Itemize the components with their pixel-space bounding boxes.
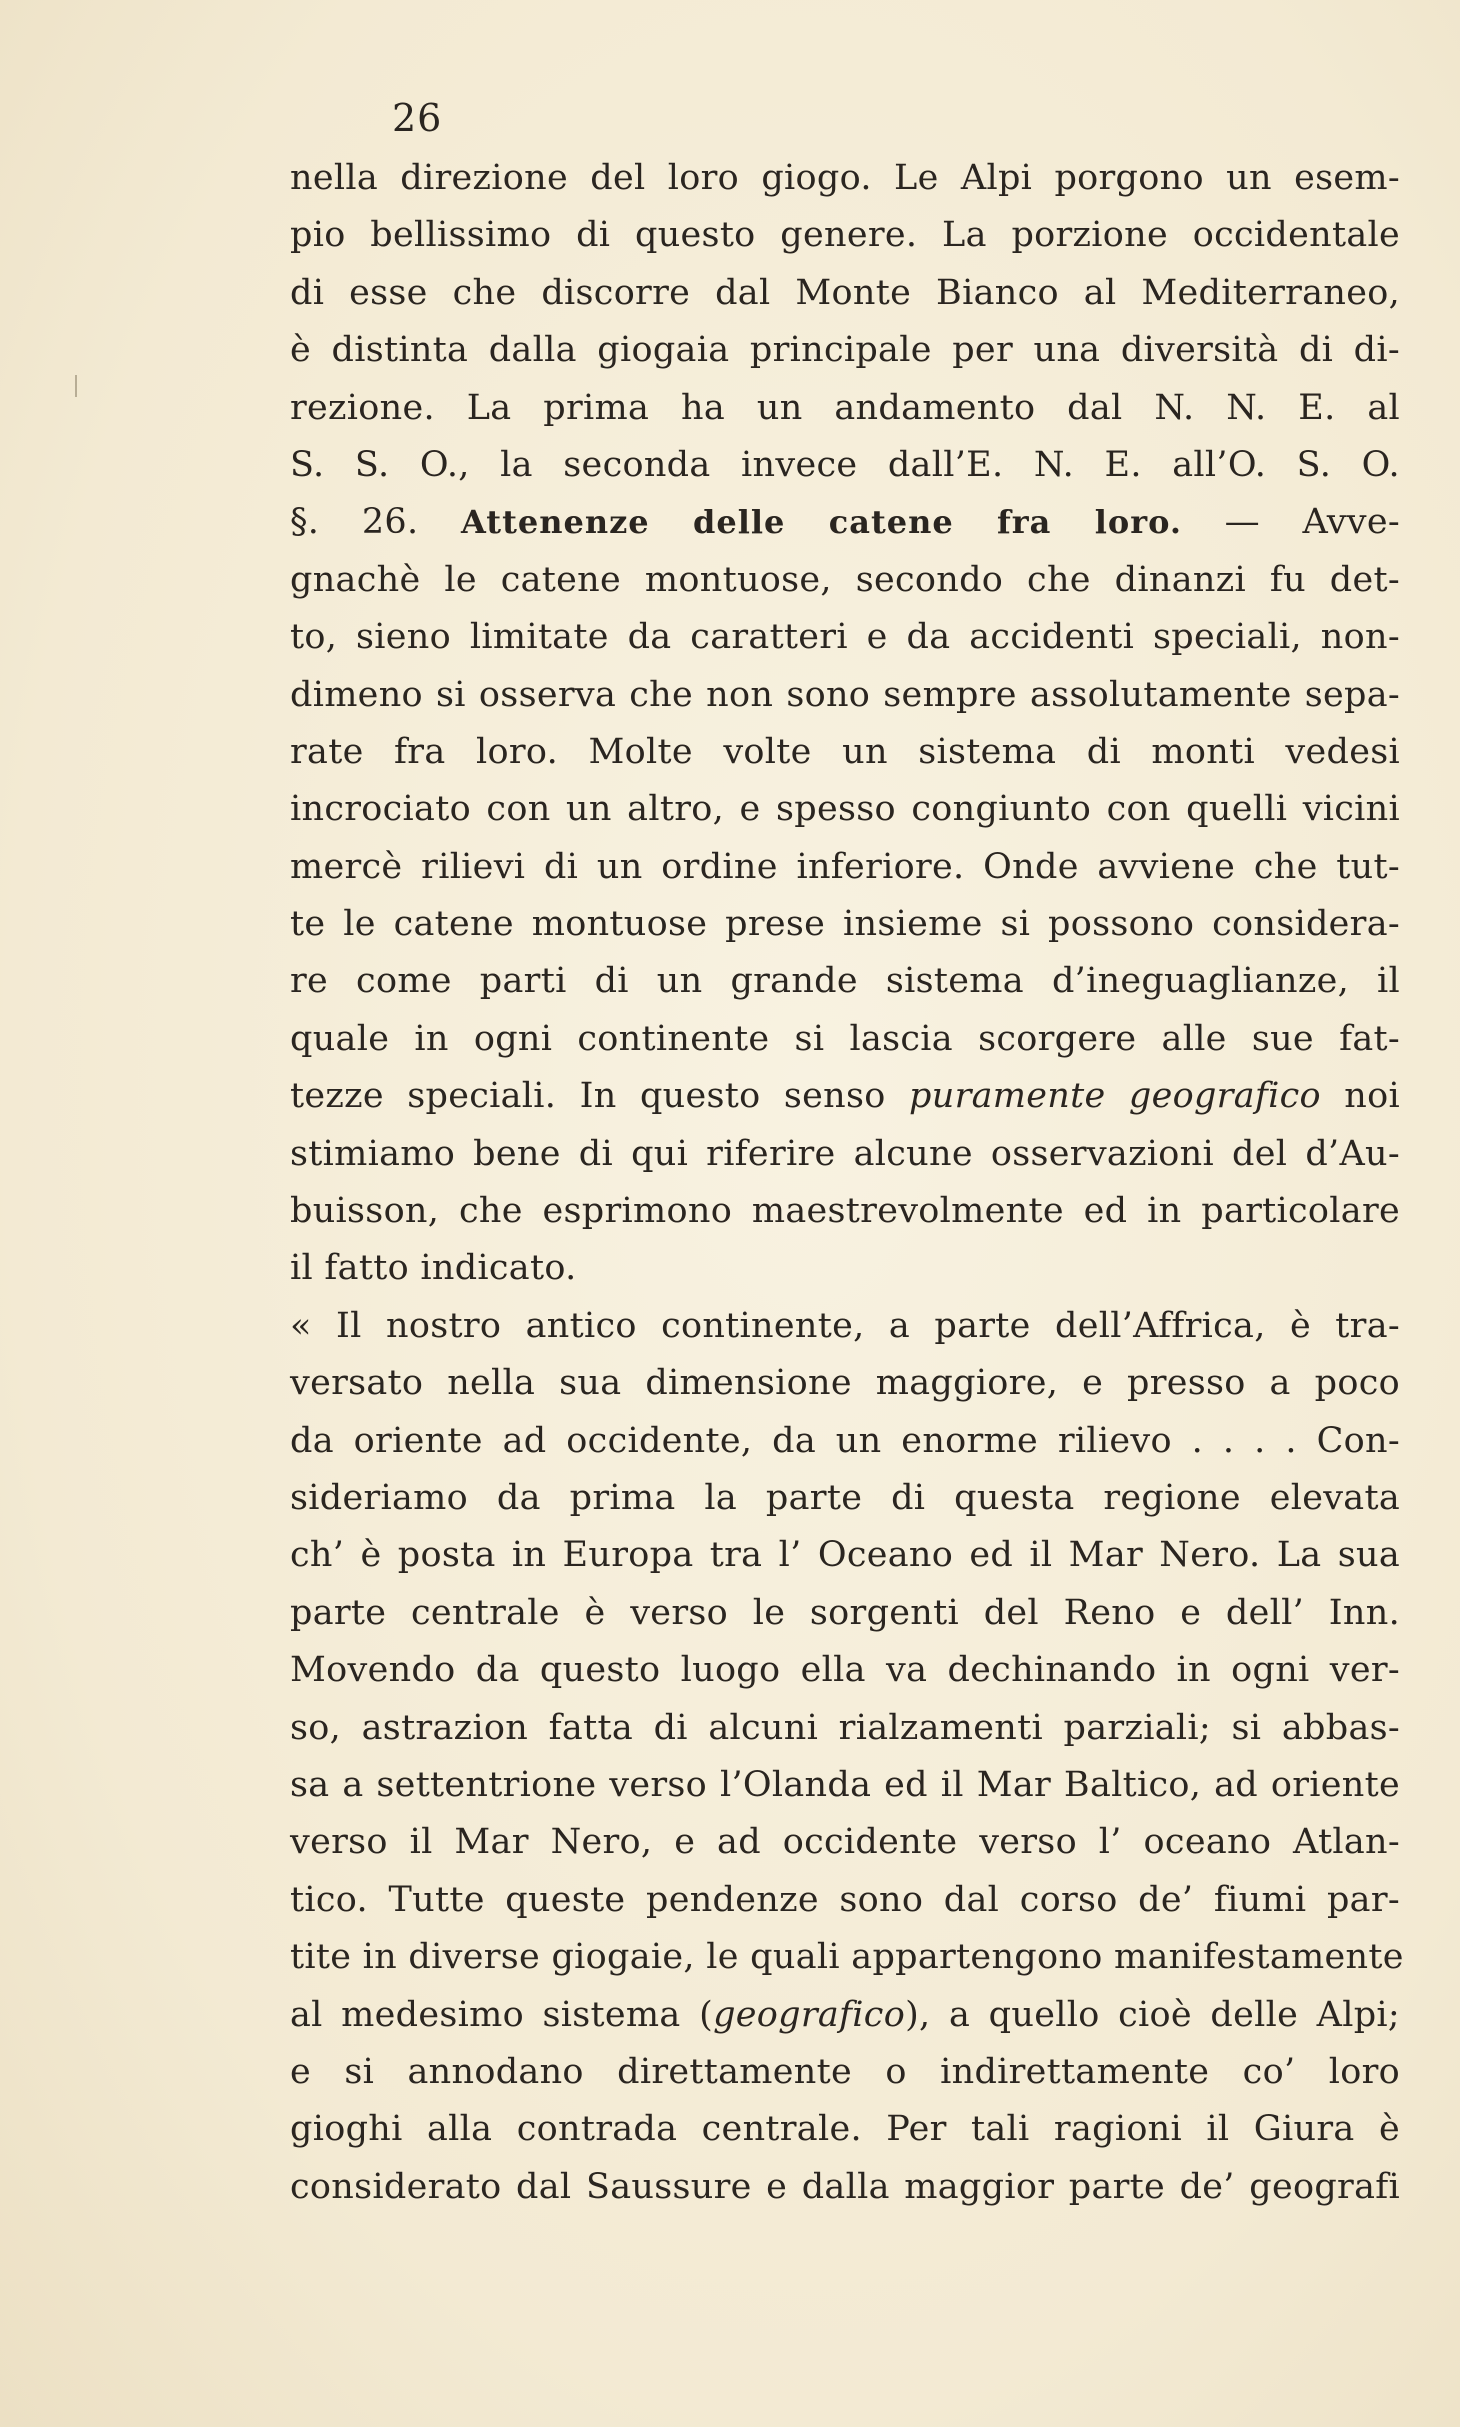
text-segment: da oriente ad occidente, da un enorme rilievo . . . . Con- — [290, 1420, 1400, 1461]
text-segment: quale in ogni continente si lascia scorgere alle sue fat- — [290, 1018, 1400, 1059]
text-line — [290, 1700, 1400, 1757]
text-segment: parte centrale è verso le sorgenti del Reno e dell’ Inn. — [290, 1592, 1400, 1633]
text-segment: Movendo da questo luogo ella va dechinando in ogni ver- — [290, 1650, 1400, 1691]
text-line — [290, 437, 1400, 494]
text-segment: tico. Tutte queste pendenze sono dal corso de’ fiumi par- — [290, 1879, 1400, 1920]
text-segment: S. S. O., la seconda invece dall’E. N. E. all’O. S. O. — [290, 444, 1400, 485]
text-line — [290, 896, 1400, 953]
text-line — [290, 1126, 1400, 1183]
text-segment: mercè rilievi di un ordine inferiore. Onde avviene che tut- — [290, 846, 1400, 887]
text-segment: re come parti di un grande sistema d’ineguaglianze, il — [290, 961, 1400, 1002]
text-segment: sa a settentrione verso l’Olanda ed il Mar Baltico, ad oriente — [290, 1764, 1400, 1805]
text-segment: tite in diverse giogaie, le quali appartengono manifestamente — [290, 1937, 1404, 1978]
italic-text: geografico — [713, 1994, 906, 2035]
text-line — [290, 1240, 1400, 1297]
text-segment: versato nella sua dimensione maggiore, e presso a poco — [290, 1363, 1400, 1404]
text-segment: te le catene montuose prese insieme si possono considera- — [290, 904, 1400, 945]
text-segment: ), a quello cioè delle Alpi; — [905, 1994, 1400, 2035]
text-segment: to, sieno limitate da caratteri e da accidenti speciali, non- — [290, 617, 1400, 658]
text-line — [290, 1068, 1400, 1125]
text-line — [290, 1757, 1400, 1814]
text-segment: al medesimo sistema ( — [290, 1994, 714, 2035]
text-segment: §. 26. — [290, 502, 462, 543]
text-line — [290, 265, 1400, 322]
text-segment: ch’ è posta in Europa tra l’ Oceano ed il Mar Nero. La sua — [290, 1535, 1400, 1576]
text-segment: — Avve- — [1182, 502, 1400, 543]
margin-mark — [75, 375, 77, 397]
text-line — [290, 2159, 1400, 2216]
text-segment: rate fra loro. Molte volte un sistema di monti vedesi — [290, 731, 1400, 772]
text-line — [290, 1470, 1400, 1527]
italic-text: puramente geografico — [909, 1076, 1321, 1117]
text-line — [290, 781, 1400, 838]
text-line — [290, 724, 1400, 781]
text-segment: considerato dal Saussure e dalla maggior parte de’ geografi — [290, 2166, 1400, 2207]
text-line — [290, 1183, 1400, 1240]
text-segment: noi — [1320, 1076, 1400, 1117]
text-line — [290, 667, 1400, 724]
text-line — [290, 1642, 1400, 1699]
text-line — [290, 494, 1400, 551]
text-segment: gnachè le catene montuose, secondo che dinanzi fu det- — [290, 559, 1400, 600]
body-text — [290, 150, 1404, 2216]
text-segment: pio bellissimo di questo genere. La porzione occidentale — [290, 215, 1400, 256]
text-line — [290, 1413, 1400, 1470]
text-segment: verso il Mar Nero, e ad occidente verso l’ oceano Atlan- — [290, 1822, 1400, 1863]
text-line — [290, 322, 1400, 379]
text-line — [290, 1872, 1400, 1929]
text-segment: nella direzione del loro giogo. Le Alpi porgono un esem- — [290, 158, 1400, 198]
text-line — [290, 1355, 1400, 1412]
text-line — [290, 2044, 1400, 2101]
text-line — [290, 1585, 1400, 1642]
text-line — [290, 839, 1400, 896]
text-segment: sideriamo da prima la parte di questa regione elevata — [290, 1477, 1400, 1518]
text-line — [290, 953, 1400, 1010]
text-segment: buisson, che esprimono maestrevolmente ed in particolare — [290, 1191, 1400, 1232]
text-line — [290, 207, 1400, 264]
text-line — [290, 2101, 1400, 2158]
text-line — [290, 1527, 1400, 1584]
text-line — [290, 552, 1400, 609]
text-line — [290, 1011, 1400, 1068]
text-line — [290, 1298, 1400, 1355]
text-line — [290, 1814, 1400, 1871]
text-segment: so, astrazion fatta di alcuni rialzamenti parziali; si abbas- — [290, 1707, 1400, 1748]
text-line — [290, 609, 1400, 666]
text-line — [290, 1929, 1404, 1986]
text-segment: incrociato con un altro, e spesso congiunto con quelli vicini — [290, 789, 1400, 830]
text-segment: stimiamo bene di qui riferire alcune osservazioni del d’Au- — [290, 1133, 1400, 1174]
text-segment: rezione. La prima ha un andamento dal N. N. E. al — [290, 387, 1400, 428]
text-line — [290, 1987, 1400, 2044]
text-line — [290, 380, 1400, 437]
text-segment: gioghi alla contrada centrale. Per tali ragioni il Giura è — [290, 2109, 1400, 2150]
text-segment: tezze speciali. In questo senso — [290, 1076, 910, 1117]
text-segment: dimeno si osserva che non sono sempre assolutamente sepa- — [290, 674, 1400, 715]
text-segment: di esse che discorre dal Monte Bianco al Mediterraneo, — [290, 272, 1400, 313]
text-segment: « Il nostro antico continente, a parte dell’Affrica, è tra- — [290, 1305, 1400, 1346]
text-segment: il fatto indicato. — [290, 1248, 577, 1289]
page-number: 26 — [392, 96, 443, 140]
text-segment: e si annodano direttamente o indirettamente co’ loro — [290, 2051, 1400, 2092]
text-segment: è distinta dalla giogaia principale per una diversità di di- — [290, 330, 1400, 371]
text-line — [290, 150, 1400, 207]
section-heading: Attenenze delle catene fra loro. — [461, 503, 1183, 542]
